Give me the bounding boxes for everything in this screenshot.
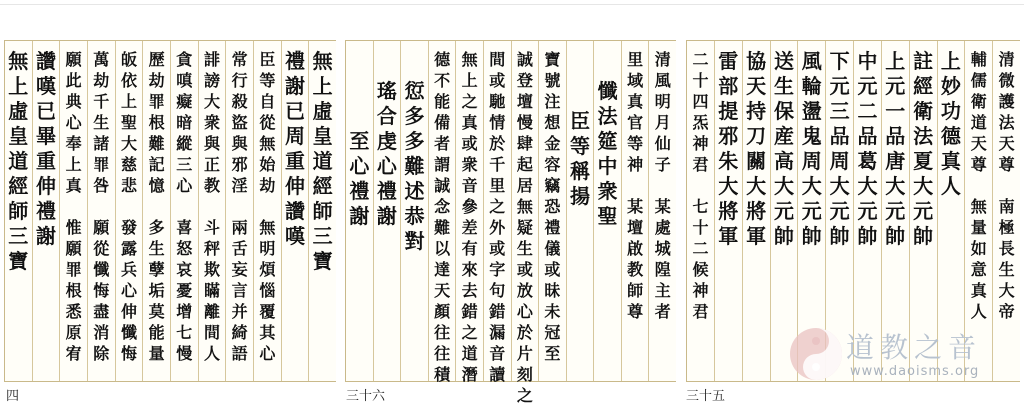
text-column: 里 域 真 官 等 神 某 壇 啟 教 師 尊	[621, 41, 649, 381]
text-column: 間 或 馳 情 於 千 里 之 外 或 字 句 錯 漏 音 讀	[483, 41, 511, 381]
text-column: 送 生 保 産 高 大 元 帥	[770, 41, 798, 381]
text-column: 無 上 虛 皇 道 經 師 三 寶	[308, 41, 336, 381]
text-column: 讚 嘆 已 畢 重 伸 禮 謝	[32, 41, 60, 381]
column-grid	[4, 41, 336, 381]
text-column: 註 經 衛 法 夏 大 元 帥	[909, 41, 937, 381]
text-column: 愆 多 多 難 述 恭 對	[400, 41, 428, 381]
watermark-url: www.daoisms.org	[850, 364, 980, 379]
text-column: 願 此 典 心 奉 上 真 惟 願 罪 根 悉 原 宥	[59, 41, 87, 381]
text-column: 中 元 二 品 葛 大 元 帥	[853, 41, 881, 381]
page-number: 三十五	[686, 389, 726, 404]
text-column: 禮 謝 已 周 重 伸 讚 嘆	[281, 41, 309, 381]
text-column: 清 微 護 法 天 尊 南 極 長 生 大 帝	[992, 41, 1020, 381]
text-column: 上 元 一 品 唐 大 元 帥	[881, 41, 909, 381]
page-number: 三十六	[346, 389, 386, 404]
text-column: 臣 等 稱 揚	[566, 41, 594, 381]
text-column: 風 輪 盪 鬼 周 大 元 帥	[797, 41, 825, 381]
text-column: 清 風 明 月 仙 子 某 處 城 隍 主 者	[648, 41, 676, 381]
text-column: 二 十 四 炁 神 君 七 十 二 候 神 君	[686, 41, 714, 381]
text-column: 懺 法 筵 中 衆 聖	[593, 41, 621, 381]
text-column: 萬 劫 千 生 諸 罪 咎 願 從 懺 悔 盡 消 除	[87, 41, 115, 381]
text-column: 常 行 殺 盜 與 邪 淫 兩 舌 妄 言 并 綺 語	[225, 41, 253, 381]
text-column: 瑤 合 虔 心 禮 謝	[373, 41, 401, 381]
text-column: 無 上 虛 皇 道 經 師 三 寶	[4, 41, 32, 381]
text-column: 協 天 持 刀 關 大 將 軍	[742, 41, 770, 381]
text-column: 上 妙 功 德 真 人	[937, 41, 965, 381]
text-column: 歷 劫 罪 根 難 記 憶 多 生 孽 垢 莫 能 量	[142, 41, 170, 381]
text-column: 下 元 三 品 周 大 元 帥	[825, 41, 853, 381]
text-column: 貪 嗔 癡 暗 縱 三 心 喜 怒 哀 憂 增 七 慢	[170, 41, 198, 381]
text-column: 皈 依 上 聖 大 慈 悲 發 露 兵 心 伸 懺 悔	[115, 41, 143, 381]
watermark-text: 道教之音	[846, 331, 983, 364]
text-column: 無 上 之 真 或 衆 音 參 差 有 來 去 錯 之 道 潛	[455, 41, 483, 381]
text-column: 寶 號 注 想 金 容 竊 恐 禮 儀 或 昧 未 冠 至	[538, 41, 566, 381]
top-rule	[0, 4, 1024, 5]
scripture-page-left	[4, 40, 336, 382]
text-column: 雷 部 提 邪 朱 大 將 軍	[714, 41, 742, 381]
text-column: 德 不 能 備 者 謂 誠 念 難 以 達 天 顏 往 往 積	[428, 41, 456, 381]
text-column: 誠 登 壇 慢 肆 起 居 無 疑 生 或 放 心 於 片 刻 之	[511, 41, 539, 381]
text-column: 臣 等 自 從 無 始 劫 無 明 煩 惱 覆 其 心	[253, 41, 281, 381]
site-watermark	[788, 326, 1018, 386]
text-column: 輔 儒 衛 道 天 尊 無 量 如 意 真 人	[964, 41, 992, 381]
taiji-logo-icon	[788, 326, 844, 382]
text-column: 誹 謗 大 衆 與 正 教 斗 秤 欺 瞞 離 間 人	[198, 41, 226, 381]
text-column: 至 心 禮 謝	[345, 41, 373, 381]
page-number: 四	[6, 389, 20, 404]
